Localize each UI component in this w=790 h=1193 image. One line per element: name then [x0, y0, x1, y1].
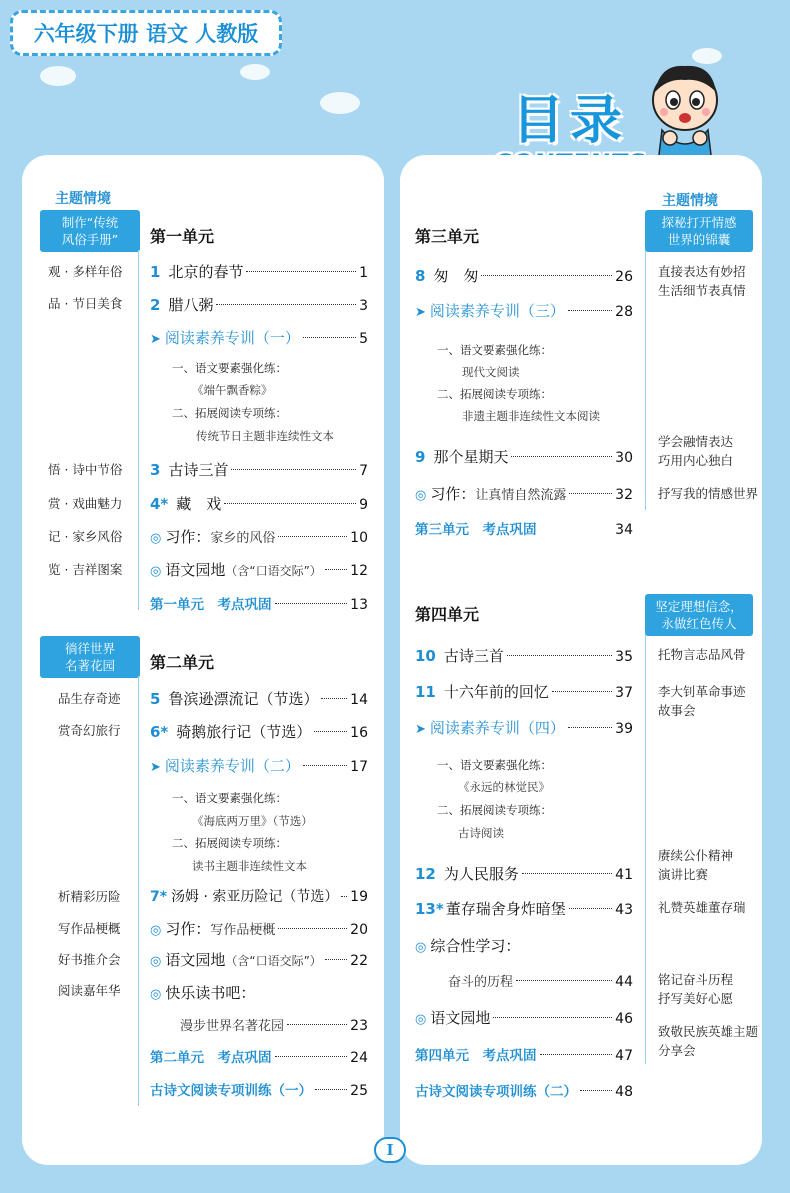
dot-leader: [321, 698, 347, 699]
dot-leader: [278, 928, 347, 929]
toc-entry[interactable]: [180, 1015, 368, 1034]
entry-page: 37: [615, 685, 633, 701]
unit3-side-item: 学会融情表达 巧用内心独白: [658, 434, 734, 468]
dot-leader: [493, 1017, 612, 1018]
dot-leader: [314, 731, 347, 732]
unit3-theme-box: 探秘打开情感 世界的锦囊: [645, 210, 753, 252]
unit4-side-item: 致敬民族英雄主题 分享会: [658, 1024, 759, 1058]
dot-leader: [303, 765, 347, 766]
toc-entry[interactable]: [415, 681, 633, 702]
entry-page: 3: [359, 298, 368, 314]
dot-leader: [540, 1054, 613, 1055]
entry-subtitle: 家乡的风俗: [210, 531, 276, 546]
unit2-theme-box: 徜徉世界 名著花园: [40, 636, 140, 678]
entry-title: 阅读素养专训（一）: [164, 329, 300, 347]
toc-entry[interactable]: [415, 645, 633, 666]
entry-page: 5: [359, 331, 368, 347]
entry-page: 26: [615, 269, 633, 285]
dot-leader: [246, 271, 356, 272]
toc-entry[interactable]: [415, 1044, 633, 1064]
unit1-side-item: 品 · 节日美食: [48, 296, 123, 311]
toc-entry[interactable]: [415, 446, 633, 467]
entry-page: 20: [350, 922, 368, 938]
sub-item: 传统节日主题非连续性文本: [196, 429, 334, 443]
arrow-icon: ➤: [415, 305, 426, 320]
unit4-side-item: 铭记奋斗历程 抒写美好心愿: [658, 972, 734, 1006]
unit4-divider: [645, 634, 646, 1064]
entry-title: 匆 匆: [433, 267, 479, 285]
toc-entry[interactable]: [150, 755, 368, 776]
entry-title: 那个星期天: [433, 448, 509, 466]
entry-number: 13*: [415, 900, 444, 918]
dot-leader: [569, 908, 612, 909]
entry-title: 习作：: [430, 485, 476, 503]
dot-leader: [580, 1090, 612, 1091]
entry-number: 3: [150, 461, 161, 479]
circle-icon: ◎: [415, 940, 427, 955]
toc-entry[interactable]: [150, 327, 368, 348]
entry-subtitle: （含“口语交际”）: [225, 564, 322, 578]
dot-leader: [216, 304, 356, 305]
entry-title: 综合性学习：: [430, 937, 521, 955]
unit2-side-item: 析精彩历险: [58, 889, 121, 904]
entry-page: 12: [350, 563, 368, 579]
toc-entry[interactable]: [415, 300, 633, 321]
unit1-side-item: 赏 · 戏曲魅力: [48, 496, 123, 511]
entry-page: 34: [615, 522, 633, 538]
dot-leader: [325, 569, 347, 570]
unit2-side-item: 赏奇幻旅行: [58, 723, 121, 738]
toc-entry[interactable]: [150, 918, 368, 939]
entry-page: 48: [615, 1084, 633, 1100]
unit2-side-item: 写作品梗概: [58, 921, 121, 936]
unit2-title: 第二单元: [150, 653, 215, 672]
entry-page: 22: [350, 953, 368, 969]
dot-leader: [341, 896, 347, 897]
toc-entry[interactable]: [150, 886, 368, 906]
dot-leader: [552, 691, 612, 692]
toc-entry[interactable]: [415, 717, 633, 738]
dot-leader: [568, 727, 612, 728]
arrow-icon: ➤: [150, 332, 161, 347]
sub-item: 现代文阅读: [462, 365, 520, 379]
entry-page: 28: [615, 304, 633, 320]
unit4-side-item: 李大钊革命事迹 故事会: [658, 684, 746, 718]
toc-entry[interactable]: [448, 971, 633, 990]
toc-entry[interactable]: [150, 593, 368, 613]
toc-entry[interactable]: [415, 863, 633, 884]
entry-page: 17: [350, 759, 368, 775]
entry-title: 骑鹅旅行记（节选）: [176, 723, 312, 741]
spacer: [540, 528, 613, 529]
entry-page: 41: [615, 867, 633, 883]
unit2-side-item: 阅读嘉年华: [58, 983, 121, 998]
entry-page: 1: [359, 265, 368, 281]
entry-title: 北京的春节: [168, 263, 244, 281]
dot-leader: [481, 275, 612, 276]
entry-title: 语文园地: [430, 1009, 491, 1027]
toc-entry[interactable]: [150, 982, 368, 1003]
entry-page: 35: [615, 649, 633, 665]
entry-title: 语文园地: [165, 951, 226, 969]
entry-page: 25: [350, 1083, 368, 1099]
entry-title: 鲁滨逊漂流记（节选）: [168, 690, 319, 708]
entry-title: 古诗三首: [443, 647, 504, 665]
dot-leader: [516, 980, 612, 981]
dot-leader: [275, 603, 348, 604]
grade-badge-text: 六年级下册 语文 人教版: [33, 22, 259, 46]
toc-entry[interactable]: [150, 559, 368, 580]
sub-item: 一、语文要素强化练：: [437, 758, 552, 772]
entry-number: 5: [150, 690, 161, 708]
arrow-icon: ➤: [150, 760, 161, 775]
unit4-side-item: 礼赞英雄董存瑞: [658, 900, 746, 915]
cloud-decoration: [40, 66, 76, 86]
toc-entry[interactable]: [415, 518, 633, 538]
unit4-title: 第四单元: [415, 605, 480, 624]
dot-leader: [231, 469, 356, 470]
dot-leader: [568, 310, 612, 311]
entry-title: 阅读素养专训（三）: [429, 302, 565, 320]
entry-subtitle: （含“口语交际”）: [225, 954, 322, 968]
entry-subtitle: 让真情自然流露: [475, 488, 567, 503]
sub-item: 读书主题非连续性文本: [192, 859, 307, 873]
mascot-boy-icon: [640, 58, 730, 163]
unit3-divider: [645, 250, 646, 510]
sub-item: 一、语文要素强化练：: [172, 361, 287, 375]
unit1-theme-box: 制作“传统 风俗手册”: [40, 210, 140, 252]
entry-title: 习作：: [165, 920, 211, 938]
entry-title: 第二单元 考点巩固: [150, 1050, 272, 1066]
unit4-side-item: 托物言志品风骨: [658, 647, 746, 662]
dot-leader: [315, 1089, 347, 1090]
entry-number: 9: [415, 448, 426, 466]
dot-leader: [522, 873, 612, 874]
left-theme-header: 主题情境: [55, 191, 111, 207]
entry-title: 第三单元 考点巩固: [415, 522, 537, 538]
unit1-divider: [138, 250, 139, 610]
dot-leader: [275, 1056, 348, 1057]
entry-number: 4*: [150, 495, 169, 513]
sub-item: 二、拓展阅读专项练：: [437, 803, 552, 817]
entry-page: 7: [359, 463, 368, 479]
unit2-side-item: 好书推介会: [58, 952, 121, 967]
unit1-title: 第一单元: [150, 227, 215, 246]
toc-entry[interactable]: [150, 294, 368, 315]
dot-leader: [224, 503, 356, 504]
unit3-side-item: 抒写我的情感世界: [658, 486, 759, 501]
unit1-side-item: 观 · 多样年俗: [48, 264, 123, 279]
entry-page: 10: [350, 530, 368, 546]
dot-leader: [287, 1024, 347, 1025]
entry-page: 14: [350, 692, 368, 708]
entry-title: 奋斗的历程: [448, 975, 514, 990]
entry-page: 39: [615, 721, 633, 737]
unit4-theme-box: 坚定理想信念， 永做红色传人: [645, 594, 753, 636]
circle-icon: ◎: [415, 488, 427, 503]
circle-icon: ◎: [150, 531, 162, 546]
toc-entry[interactable]: [150, 261, 368, 282]
entry-title: 古诗文阅读专项训练（二）: [415, 1084, 577, 1100]
entry-page: 24: [350, 1050, 368, 1066]
entry-page: 13: [350, 597, 368, 613]
entry-page: 46: [615, 1011, 633, 1027]
sub-item: 一、语文要素强化练：: [437, 343, 552, 357]
grade-badge: [10, 10, 282, 56]
unit3-side-item: 直接表达有妙招 生活细节表真情: [658, 264, 746, 298]
entry-page: 19: [350, 889, 368, 905]
entry-number: 8: [415, 267, 426, 285]
entry-page: 44: [615, 974, 633, 990]
entry-page: 23: [350, 1018, 368, 1034]
entry-title: 董存瑞舍身炸暗堡: [445, 900, 566, 918]
dot-leader: [507, 655, 612, 656]
entry-title: 阅读素养专训（四）: [429, 719, 565, 737]
entry-title: 古诗文阅读专项训练（一）: [150, 1083, 312, 1099]
arrow-icon: ➤: [415, 722, 426, 737]
entry-title: 为人民服务: [443, 865, 519, 883]
unit1-side-item: 悟 · 诗中节俗: [48, 462, 123, 477]
entry-number: 10: [415, 647, 436, 665]
cloud-decoration: [320, 92, 360, 114]
toc-entry[interactable]: [415, 898, 633, 919]
right-theme-header: 主题情境: [662, 193, 718, 209]
circle-icon: ◎: [150, 564, 162, 579]
toc-entry[interactable]: [415, 1080, 633, 1100]
entry-title: 汤姆 · 索亚历险记（节选）: [171, 889, 339, 905]
entry-title: 古诗三首: [168, 461, 229, 479]
unit1-side-item: 记 · 家乡风俗: [48, 529, 123, 544]
entry-page: 32: [615, 487, 633, 503]
entry-number: 11: [415, 683, 436, 701]
toc-entry[interactable]: [150, 459, 368, 480]
sub-item: 古诗阅读: [458, 826, 504, 840]
circle-icon: ◎: [150, 987, 162, 1002]
sub-item: 《海底两万里》（节选）: [192, 814, 313, 828]
entry-page: 9: [359, 497, 368, 513]
sub-item: 二、拓展阅读专项练：: [437, 387, 552, 401]
dot-leader: [303, 337, 356, 338]
unit3-title: 第三单元: [415, 227, 480, 246]
entry-page: 43: [615, 902, 633, 918]
entry-number: 1: [150, 263, 161, 281]
unit2-divider: [138, 676, 139, 1106]
entry-page: 30: [615, 450, 633, 466]
toc-entry[interactable]: [150, 1079, 368, 1099]
entry-title: 快乐读书吧：: [165, 984, 256, 1002]
title-main: 目录: [511, 91, 628, 151]
sub-item: 二、拓展阅读专项练：: [172, 406, 287, 420]
dot-leader: [569, 493, 612, 494]
toc-entry[interactable]: [150, 1046, 368, 1066]
toc-entry[interactable]: [150, 688, 368, 709]
unit1-side-item: 览 · 吉祥图案: [48, 562, 123, 577]
toc-entry[interactable]: [415, 935, 633, 956]
entry-number: 2: [150, 296, 161, 314]
dot-leader: [278, 536, 347, 537]
page-number: I: [374, 1137, 406, 1163]
toc-entry[interactable]: [415, 483, 633, 504]
entry-title: 第四单元 考点巩固: [415, 1048, 537, 1064]
entry-title: 阅读素养专训（二）: [164, 757, 300, 775]
circle-icon: ◎: [150, 923, 162, 938]
entry-subtitle: 写作品梗概: [210, 923, 276, 938]
dot-leader: [511, 456, 612, 457]
entry-title: 语文园地: [165, 561, 226, 579]
sub-item: 《永远的林觉民》: [458, 780, 550, 794]
unit2-side-item: 品生存奇迹: [58, 691, 121, 706]
toc-entry[interactable]: [150, 526, 368, 547]
entry-page: 47: [615, 1048, 633, 1064]
toc-entry[interactable]: [415, 1007, 633, 1028]
dot-leader: [325, 959, 347, 960]
sub-item: 非遗主题非连续性文本阅读: [462, 409, 600, 423]
circle-icon: ◎: [150, 954, 162, 969]
entry-title: 漫步世界名著花园: [180, 1019, 285, 1034]
toc-entry[interactable]: [150, 721, 368, 742]
toc-entry[interactable]: [150, 949, 368, 970]
entry-page: 16: [350, 725, 368, 741]
entry-title: 第一单元 考点巩固: [150, 597, 272, 613]
toc-entry[interactable]: [150, 493, 368, 514]
sub-item: 二、拓展阅读专项练：: [172, 836, 287, 850]
circle-icon: ◎: [415, 1012, 427, 1027]
entry-title: 藏 戏: [176, 495, 222, 513]
unit4-side-item: 赓续公仆精神 演讲比赛: [658, 848, 734, 882]
toc-entry[interactable]: [415, 265, 633, 286]
entry-number: 7*: [150, 889, 168, 905]
entry-title: 十六年前的回忆: [443, 683, 549, 701]
entry-number: 12: [415, 865, 436, 883]
cloud-decoration: [240, 64, 270, 80]
entry-number: 6*: [150, 723, 169, 741]
entry-title: 腊八粥: [168, 296, 214, 314]
sub-item: 一、语文要素强化练：: [172, 791, 287, 805]
entry-title: 习作：: [165, 528, 211, 546]
sub-item: 《端午飘香粽》: [192, 383, 273, 397]
